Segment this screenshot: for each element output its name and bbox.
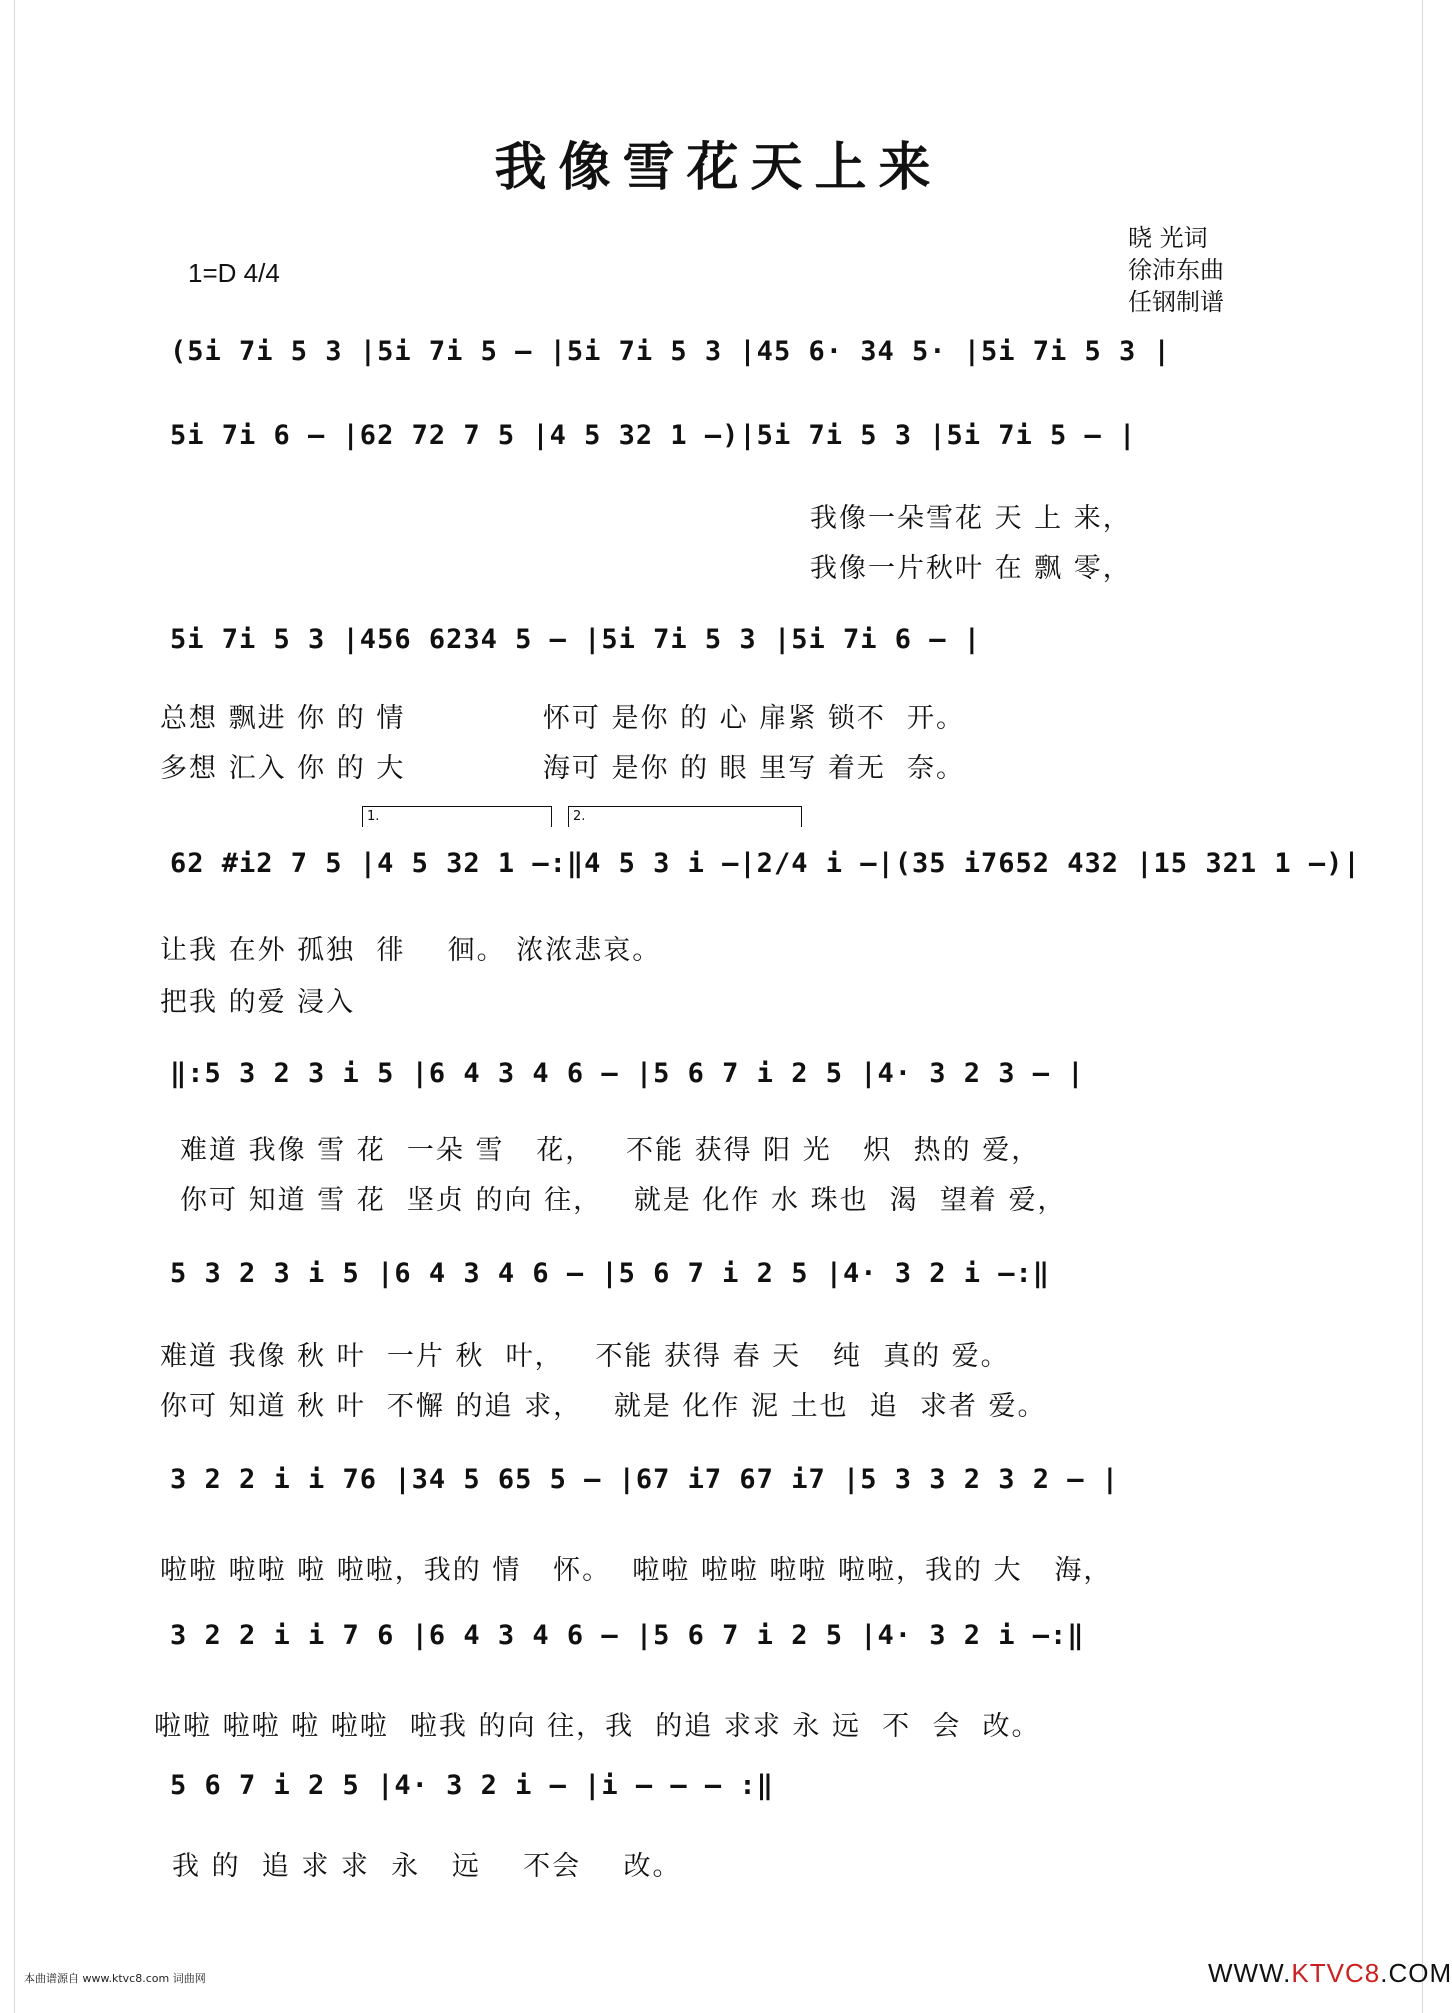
lyric-line: 总想 飘进 你 的 情 怀可 是你 的 心 扉紧 锁不 开。 — [160, 703, 965, 734]
notation-line-9: 5 6 7 i 2 5 |4· 3 2 i – |i – – – :‖ — [170, 1770, 774, 1801]
lyric-line: 我 的 追 求 求 永 远 不会 改。 — [172, 1851, 682, 1882]
lyric-line: 你可 知道 秋 叶 不懈 的追 求， 就是 化作 泥 土也 追 求者 爱。 — [160, 1391, 1047, 1422]
notation-line-7: 3 2 2 i i 76 |34 5 65 5 – |67 i7 67 i7 |5 3 3 2 3 2 – | — [170, 1464, 1120, 1495]
lyric-line: 啦啦 啦啦 啦 啦啦 啦我 的向 往，我 的追 求求 永 远 不 会 改。 — [154, 1711, 1041, 1742]
song-title: 我像雪花天上来 — [494, 137, 943, 198]
lyric-line: 啦啦 啦啦 啦 啦啦，我的 情 怀。 啦啦 啦啦 啦啦 啦啦，我的 大 海， — [160, 1555, 1113, 1586]
notation-line-8: 3 2 2 i i 7 6 |6 4 3 4 6 – |5 6 7 i 2 5 |4· 3 2 i –:‖ — [170, 1620, 1085, 1651]
first-ending-bracket: 1. — [362, 806, 552, 827]
key-signature: 1=D 4/4 — [188, 258, 280, 288]
notation-line-1: (5i 7i 5 3 |5i 7i 5 – |5i 7i 5 3 |45 6· 34 5· |5i 7i 5 3 | — [170, 336, 1171, 367]
lyric-line: 多想 汇入 你 的 大 海可 是你 的 眼 里写 着无 奈。 — [160, 753, 965, 784]
composer-credit: 徐沛东曲 — [1128, 256, 1224, 284]
second-ending-bracket: 2. — [568, 806, 802, 827]
lyric-line: 我像一朵雪花 天 上 来， — [810, 503, 1132, 534]
lyric-line: 难道 我像 秋 叶 一片 秋 叶， 不能 获得 春 天 纯 真的 爱。 — [160, 1341, 1010, 1372]
notation-line-2: 5i 7i 6 – |62 72 7 5 |4 5 32 1 –)|5i 7i 5 3 |5i 7i 5 – | — [170, 420, 1137, 451]
lyric-line: 你可 知道 雪 花 坚贞 的向 往， 就是 化作 水 珠也 渴 望着 爱， — [180, 1185, 1067, 1216]
notation-line-4: 62 #i2 7 5 |4 5 32 1 –:‖4 5 3 i –|2/4 i –|(35 i7652 432 |15 321 1 –)| — [170, 848, 1361, 879]
source-note: 本曲谱源自 www.ktvc8.com 词曲网 — [24, 1972, 206, 1985]
notation-line-6: 5 3 2 3 i 5 |6 4 3 4 6 – |5 6 7 i 2 5 |4· 3 2 i –:‖ — [170, 1258, 1051, 1289]
lyric-line: 我像一片秋叶 在 飘 零， — [810, 553, 1132, 584]
lyric-line: 难道 我像 雪 花 一朵 雪 花， 不能 获得 阳 光 炽 热的 爱， — [180, 1135, 1041, 1166]
left-margin-watermark — [0, 0, 15, 2013]
credits — [1128, 222, 1224, 318]
arranger-credit: 任钢制谱 — [1128, 288, 1224, 316]
site-logo: WWW.KTVC8.COM — [1208, 1958, 1452, 1988]
right-margin-watermark — [1422, 0, 1437, 2013]
notation-line-5: ‖:5 3 2 3 i 5 |6 4 3 4 6 – |5 6 7 i 2 5 |4· 3 2 3 – | — [170, 1058, 1085, 1089]
lyricist-credit: 晓 光词 — [1128, 224, 1208, 252]
notation-line-3: 5i 7i 5 3 |456 6234 5 – |5i 7i 5 3 |5i 7i 6 – | — [170, 624, 982, 655]
lyric-line: 让我 在外 孤独 徘 徊。 浓浓悲哀。 — [160, 935, 662, 966]
lyric-line: 把我 的爱 浸入 — [160, 987, 356, 1018]
